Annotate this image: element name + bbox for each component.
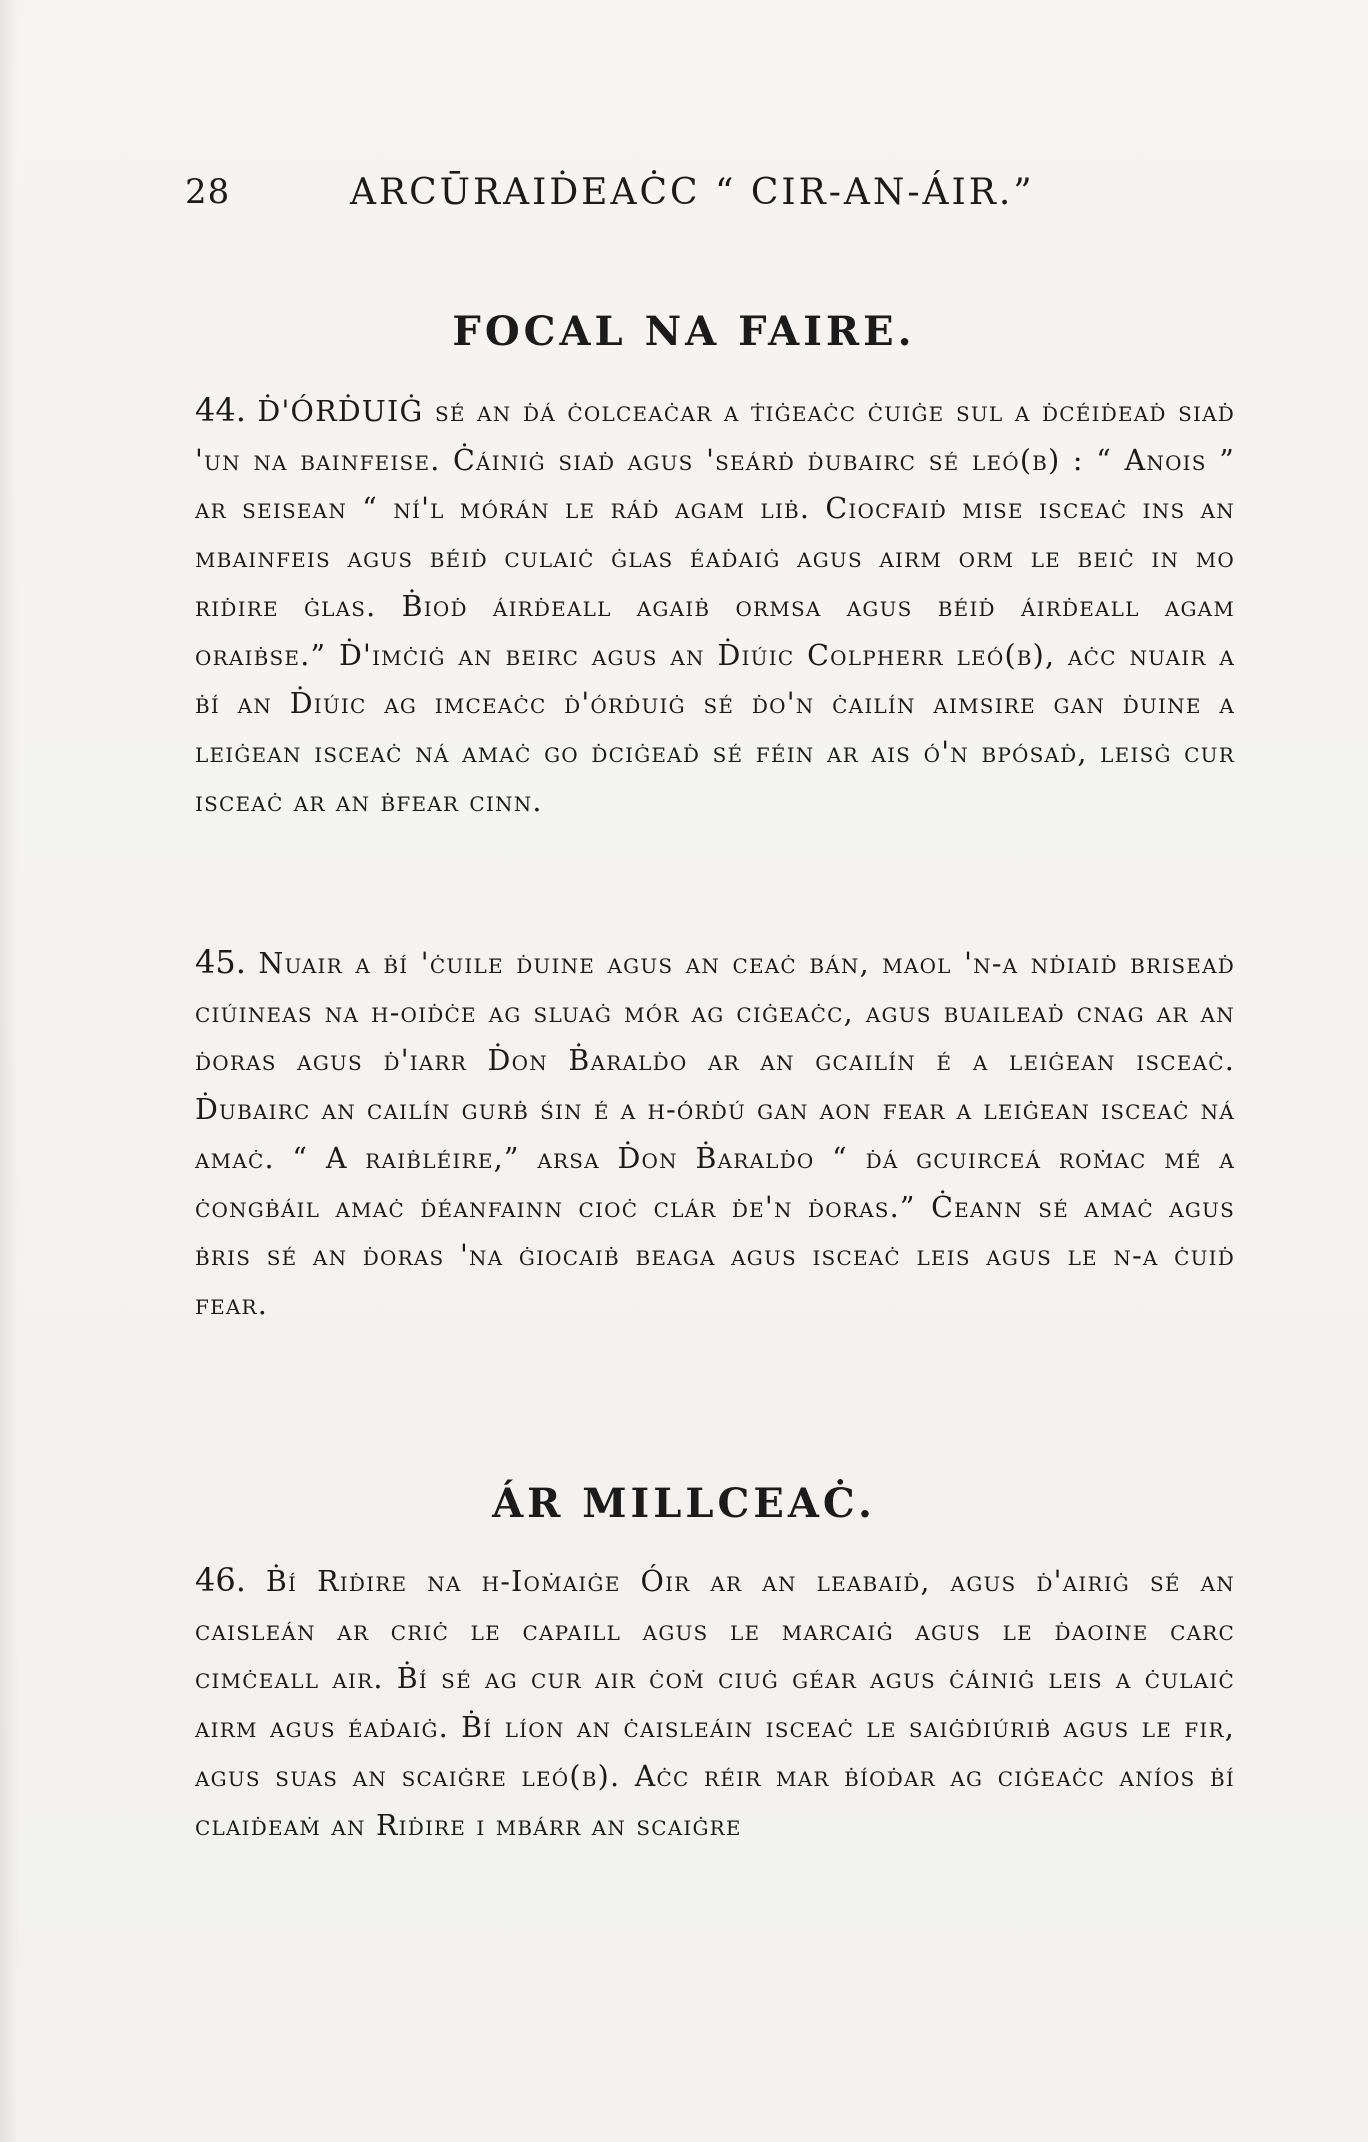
paragraph-number: 46. — [195, 1561, 246, 1599]
paragraph-44 — [195, 386, 1235, 826]
paragraph-text: Ḃí Riḋire na h-Ioṁaiġe Óir ar an leabaiḋ, agus ḋ'airiġ sé an caisleán ar criċ le capaill agus le marcaiġ agus le ḋaoine carc cimċeall air. Ḃí sé ag cur air ċoṁ ciuġ géar agus ċáiniġ leis a ċulaiċ airm agus éaḋaiġ. Ḃí líon an ċaisleáin isceaċ le saiġḋiúriḃ agus le fir, agus suas an scaiġre leó(b). Aċc réir mar ḃíoḋar ag ciġeaċc aníos ḃí claiḋeaṁ an Riḋire i mbárr an scaiġre — [195, 1565, 1235, 1842]
running-header — [185, 172, 1185, 212]
running-title: ARCŪRAIḊEAĊC “ CIR-AN-ÁIR.” — [350, 172, 1035, 213]
paragraph-text: Ḋ'ÓRḊUIĠ sé an ḋá ċolceaċar a ṫiġeaċc ċuiġe sul a ḋcéiḋeaḋ siaḋ 'un na bainfeise. Ċáiniġ siaḋ agus 'seárḋ ḋubairc sé leó(b) : “ Anois ” ar seisean “ ní'l mórán le ráḋ agam liḃ. Ciocfaiḋ mise isceaċ ins an mbainfeis agus béiḋ culaiċ ġlas éaḋaiġ agus airm orm le beiċ in mo riḋire ġlas. Ḃioḋ áirḋeall agaiḃ ormsa agus béiḋ áirḋeall agam oraiḃse.” Ḋ'imċiġ an beirc agus an Ḋiúic Colpherr leó(b), aċc nuair a ḃí an Ḋiúic ag imceaċc ḋ'órḋuiġ sé ḋo'n ċailín aimsire gan ḋuine a leiġean isceaċ ná amaċ go ḋciġeaḋ sé féin ar ais ó'n bpósaḋ, leisġ cur isceaċ ar an ḃfear cinn. — [195, 395, 1236, 818]
section-heading-focal-na-faire: FOCAL NA FAIRE. — [452, 308, 916, 355]
paragraph-number: 44. — [195, 391, 246, 429]
paragraph-46 — [195, 1556, 1235, 1850]
page-number: 28 — [185, 172, 231, 212]
paragraph-number: 45. — [195, 943, 246, 981]
paragraph-45 — [195, 938, 1235, 1330]
section-heading-ar-millceac: ÁR MILLCEAĊ. — [492, 1480, 876, 1527]
paragraph-text: Nuair a ḃí 'ċuile ḋuine agus an ceaċ bán, maol 'n-a nḋiaiḋ briseaḋ ciúineas na h-oiḋċe ag sluaġ mór ag ciġeaċc, agus buaileaḋ cnag ar an ḋoras agus ḋ'iarr Ḋon Ḃaralḋo ar an gcailín é a leiġean isceaċ. Ḋubairc an cailín gurḃ śin é a h-órḋú gan aon fear a leiġean isceaċ ná amaċ. “ A raiḃléire,” arsa Ḋon Ḃaralḋo “ ḋá gcuirceá roṁac mé a ċongḃáil amaċ ḋéanfainn cioċ clár ḋe'n ḋoras.” Ċeann sé amaċ agus ḃris sé an ḋoras 'na ġiocaiḃ beaga agus isceaċ leis agus le n-a ċuiḋ fear. — [195, 947, 1235, 1321]
